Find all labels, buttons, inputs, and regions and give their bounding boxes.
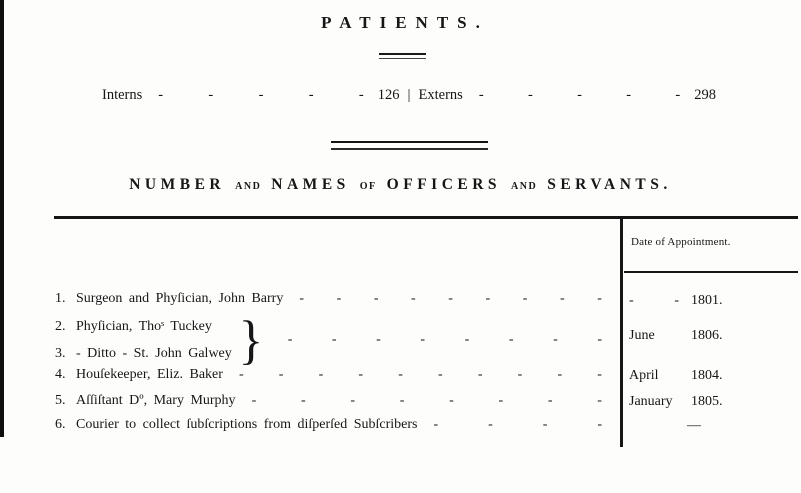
date-dash: — (687, 418, 701, 433)
date-year: 1801. (691, 293, 723, 308)
table-row (55, 291, 616, 307)
heading-word: NUMBER (129, 176, 226, 193)
row-leader-dashes: - - - - - - - - - (299, 291, 602, 306)
row-number: 4. (55, 367, 66, 382)
row-label: Houſekeeper, Eliz. Baker (76, 367, 223, 382)
externs-leader-dashes: - - - - - (478, 87, 681, 103)
row-number: 6. (55, 417, 66, 432)
scan-gutter-bar (0, 0, 4, 437)
heading-word: NAMES (271, 176, 350, 193)
date-year: 1806. (691, 328, 723, 343)
date-leader-dashes: - - (629, 293, 679, 308)
page-title: PATIENTS. (321, 13, 489, 32)
interns-leader-dashes: - - - - - (158, 87, 364, 103)
group-labels (55, 313, 232, 367)
title-rule (379, 53, 426, 59)
heading-word-small: AND (235, 181, 262, 192)
date-cell (629, 293, 797, 309)
date-cell (629, 418, 759, 434)
heading-word-small: AND (511, 181, 538, 192)
row-leader-dashes: - - - - - - - - (251, 393, 602, 408)
date-column-header: Date of Appointment. (631, 236, 731, 248)
row-leader-dashes: - - - - - - - - - - (238, 367, 602, 382)
heading-word-small: OF (359, 181, 377, 192)
externs-group (419, 87, 717, 104)
row-number: 3. (55, 345, 66, 361)
row-label: - Ditto - St. John Galwey (76, 345, 232, 361)
brace-glyph: } (238, 310, 264, 370)
date-year: 1804. (691, 368, 723, 383)
officers-heading (0, 176, 801, 194)
date-year: 1805. (691, 394, 723, 409)
heading-word: SERVANTS. (547, 176, 672, 193)
table-row-group (55, 310, 616, 370)
patients-counts-line (102, 87, 716, 104)
row-label: Courier to collect ſubſcriptions from diſperſed Subſcribers (76, 417, 418, 432)
counts-divider: | (407, 87, 411, 103)
heading-word: OFFICERS (386, 176, 502, 193)
table-column-divider (620, 216, 623, 447)
date-cell (629, 368, 797, 384)
table-row (55, 417, 616, 433)
externs-label: Externs (418, 87, 463, 103)
row-leader-dashes: - - - - (433, 417, 602, 432)
date-month: April (629, 368, 659, 383)
externs-count: 298 (694, 87, 717, 103)
date-month: June (629, 328, 655, 343)
row-label: Surgeon and Phyſician, John Barry (76, 291, 284, 306)
row-number: 1. (55, 291, 66, 306)
date-month: January (629, 394, 673, 409)
group-leader-dashes: - - - - - - - - (287, 332, 602, 347)
table-row (55, 393, 616, 409)
date-cell (629, 394, 797, 410)
table-row (55, 313, 232, 340)
section-divider-rule (331, 141, 488, 150)
table-row (55, 340, 232, 367)
interns-group (102, 87, 400, 104)
interns-label: Interns (102, 87, 143, 103)
interns-count: 126 (377, 87, 400, 103)
row-number: 5. (55, 393, 66, 408)
table-top-rule (54, 216, 798, 219)
row-label: Phyſician, Thoˢ Tuckey (76, 318, 212, 334)
row-number: 2. (55, 318, 66, 334)
table-row (55, 367, 616, 383)
date-header-rule (624, 271, 798, 273)
row-label: Aſſiſtant Dº, Mary Murphy (76, 393, 236, 408)
date-cell (629, 328, 797, 344)
